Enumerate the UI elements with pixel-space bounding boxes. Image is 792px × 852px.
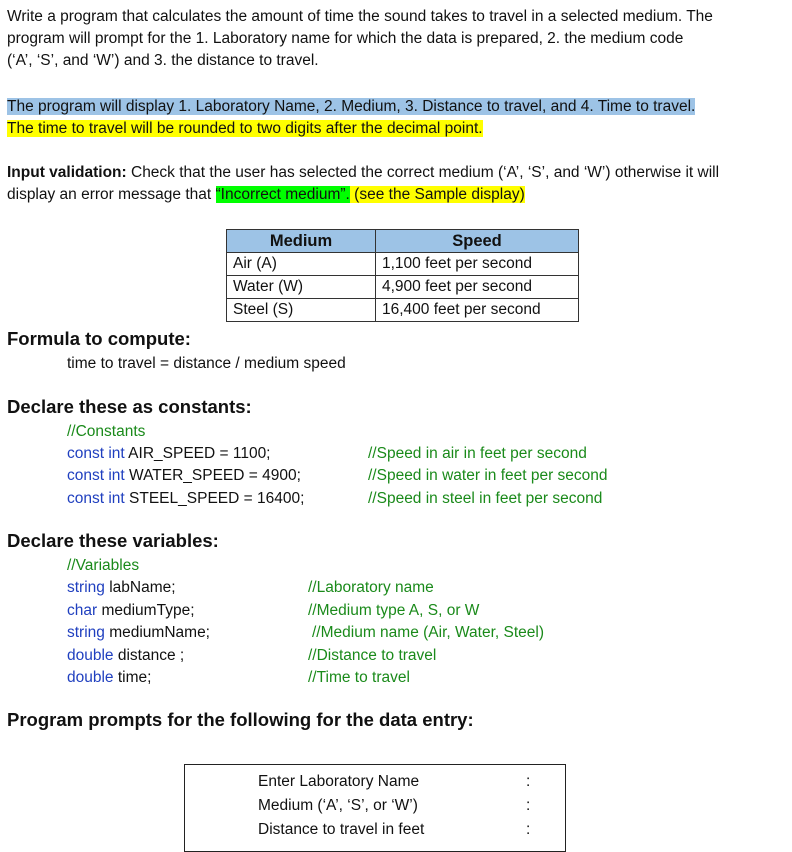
variables-comment: //Variables [67,557,140,574]
code-text: labName; [104,579,176,596]
constant-line-air [67,443,271,465]
validation-line-2 [7,184,525,206]
table-row [227,276,579,299]
constant-line-steel [67,488,304,510]
variable-line-distance [67,645,184,667]
prompt-colon: : [526,797,531,814]
keyword: string [67,579,105,596]
prompts-heading: Program prompts for the following for the data entry: [7,709,474,730]
prompt-colon: : [526,821,531,838]
prompt-box [184,764,566,852]
variable-line-time [67,667,151,689]
intro-line-2: program will prompt for the 1. Laboratory name for which the data is prepared, 2. the medium code [7,30,684,47]
display-line-2 [7,118,483,140]
variable-comment-mediumtype: //Medium type A, S, or W [308,602,480,619]
formula-text: time to travel = distance / medium speed [67,355,346,372]
constants-comment: //Constants [67,423,146,440]
constant-comment-steel: //Speed in steel in feet per second [368,490,603,507]
variable-comment-distance: //Distance to travel [308,647,437,664]
prompt-label: Enter Laboratory Name [258,773,420,790]
validation-line-1-rest: Check that the user has selected the correct medium (‘A’, ‘S’, and ‘W’) otherwise it will [126,164,720,181]
keyword: char [67,602,98,619]
prompt-label: Medium (‘A’, ‘S’, or ‘W’) [258,797,418,814]
code-text: distance ; [113,647,185,664]
constants-heading: Declare these as constants: [7,396,252,417]
intro-line-3: (‘A’, ‘S’, and ‘W’) and 3. the distance to travel. [7,52,319,69]
table-cell: Water (W) [227,276,376,299]
table-header-medium: Medium [227,230,376,253]
prompt-distance [258,819,531,841]
code-text: mediumName; [104,624,210,641]
constant-comment-air: //Speed in air in feet per second [368,445,587,462]
validation-line-1 [7,162,719,184]
keyword: const int [67,445,125,462]
validation-line-2-text: display an error message that [7,186,216,203]
table-cell: Air (A) [227,253,376,276]
display-line-1-text: The program will display 1. Laboratory Name, 2. Medium, 3. Distance to travel, and 4. Time to travel. [7,98,696,115]
intro-line-1: Write a program that calculates the amount of time the sound takes to travel in a selected medium. The [7,8,713,25]
validation-label: Input validation: [7,164,127,181]
variable-comment-time: //Time to travel [308,669,410,686]
constant-comment-water: //Speed in water in feet per second [368,467,608,484]
table-header-row [227,230,579,253]
variables-heading: Declare these variables: [7,530,219,551]
formula-heading: Formula to compute: [7,328,191,349]
display-line-2-text: The time to travel will be rounded to two digits after the decimal point. [7,120,483,137]
keyword: string [67,624,105,641]
sample-display-note: (see the Sample display) [349,186,525,203]
display-line-1 [7,96,695,118]
code-text: WATER_SPEED = 4900; [124,467,301,484]
keyword: double [67,669,114,686]
prompt-lab-name [258,771,531,793]
keyword: const int [67,490,125,507]
prompt-label: Distance to travel in feet [258,821,425,838]
table-cell: 4,900 feet per second [376,276,579,299]
variable-line-labname [67,577,176,599]
variable-line-mediumname [67,622,210,644]
variable-comment-mediumname: //Medium name (Air, Water, Steel) [312,624,545,641]
table-header-speed: Speed [376,230,579,253]
table-row [227,253,579,276]
constant-line-water [67,465,301,487]
keyword: double [67,647,114,664]
variable-line-mediumtype [67,600,195,622]
table-cell: Steel (S) [227,299,376,322]
table-cell: 16,400 feet per second [376,299,579,322]
variable-comment-labname: //Laboratory name [308,579,434,596]
prompt-colon: : [526,773,531,790]
prompt-medium [258,795,531,817]
code-text: mediumType; [97,602,195,619]
code-text: time; [113,669,152,686]
error-message: “Incorrect medium”. [215,186,350,203]
table-cell: 1,100 feet per second [376,253,579,276]
keyword: const int [67,467,125,484]
medium-speed-table [226,229,579,322]
code-text: AIR_SPEED = 1100; [124,445,271,462]
table-row [227,299,579,322]
code-text: STEEL_SPEED = 16400; [124,490,305,507]
